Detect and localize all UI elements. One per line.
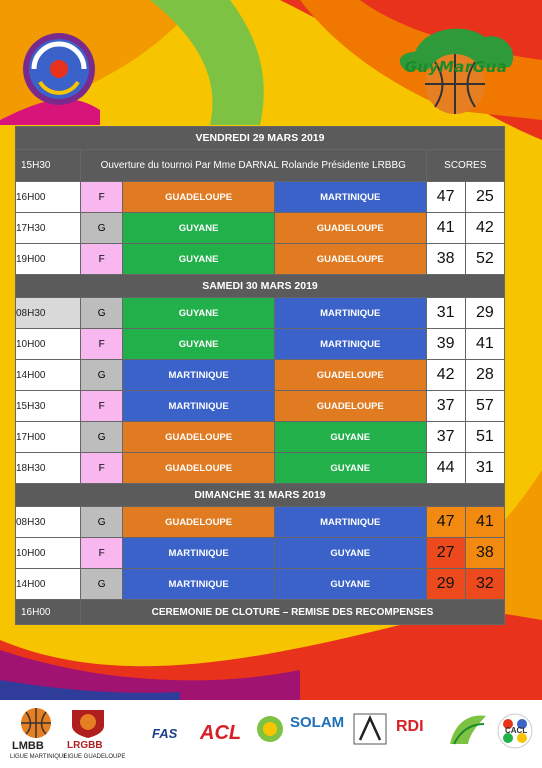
day-title: DIMANCHE 31 MARS 2019	[16, 484, 505, 507]
tournament-logo-icon	[20, 30, 98, 108]
match-time: 17H00	[16, 422, 81, 453]
opening-text: Ouverture du tournoi Par Mme DARNAL Rolande Présidente LRBBG	[80, 150, 426, 182]
match-group: G	[80, 360, 122, 391]
match-row	[16, 538, 505, 569]
boulangerie-logo-icon	[352, 712, 388, 746]
match-score-2: 52	[465, 244, 504, 275]
day-title: SAMEDI 30 MARS 2019	[16, 275, 505, 298]
match-team-1: GUYANE	[123, 329, 275, 360]
match-row	[16, 244, 505, 275]
match-score-2: 32	[465, 569, 504, 600]
match-score-1: 47	[426, 182, 465, 213]
match-score-1: 38	[426, 244, 465, 275]
match-group: F	[80, 244, 122, 275]
match-team-2: MARTINIQUE	[274, 507, 426, 538]
match-time: 14H00	[16, 569, 81, 600]
match-team-1: GUADELOUPE	[123, 507, 275, 538]
day-header-row	[16, 127, 505, 150]
match-score-2: 42	[465, 213, 504, 244]
match-score-1: 31	[426, 298, 465, 329]
match-score-1: 29	[426, 569, 465, 600]
match-score-2: 25	[465, 182, 504, 213]
match-team-2: GUYANE	[274, 569, 426, 600]
cacl-logo-text: CACL	[505, 726, 528, 735]
sponsor-bar	[0, 700, 542, 768]
match-team-1: GUYANE	[123, 298, 275, 329]
match-time: 08H30	[16, 507, 81, 538]
match-group: F	[80, 538, 122, 569]
opening-row	[16, 150, 505, 182]
match-group: G	[80, 569, 122, 600]
match-team-2: GUYANE	[274, 453, 426, 484]
schedule-table	[15, 126, 505, 625]
match-row	[16, 182, 505, 213]
match-team-1: GUYANE	[123, 244, 275, 275]
fas-logo-text: FAS	[152, 726, 178, 741]
match-row	[16, 213, 505, 244]
day-header-row	[16, 275, 505, 298]
match-row	[16, 391, 505, 422]
match-team-2: GUYANE	[274, 422, 426, 453]
match-team-1: GUADELOUPE	[123, 182, 275, 213]
lmbb-logo-text: LMBB	[12, 740, 44, 752]
match-team-1: MARTINIQUE	[123, 569, 275, 600]
match-team-1: GUYANE	[123, 213, 275, 244]
match-team-2: MARTINIQUE	[274, 329, 426, 360]
ceremony-time: 16H00	[16, 600, 81, 625]
match-time: 15H30	[16, 391, 81, 422]
day-title: VENDREDI 29 MARS 2019	[16, 127, 505, 150]
lrgbb-shield-icon	[68, 708, 108, 738]
match-score-2: 29	[465, 298, 504, 329]
match-team-1: GUADELOUPE	[123, 453, 275, 484]
match-team-2: GUADELOUPE	[274, 391, 426, 422]
match-time: 19H00	[16, 244, 81, 275]
match-time: 14H00	[16, 360, 81, 391]
match-team-2: GUYANE	[274, 538, 426, 569]
match-time: 10H00	[16, 329, 81, 360]
lrgbb-logo-text: LRGBB	[67, 740, 103, 751]
match-time: 17H30	[16, 213, 81, 244]
match-group: F	[80, 182, 122, 213]
match-team-2: GUADELOUPE	[274, 360, 426, 391]
match-score-1: 37	[426, 422, 465, 453]
match-team-2: GUADELOUPE	[274, 244, 426, 275]
match-score-2: 41	[465, 329, 504, 360]
day-header-row	[16, 484, 505, 507]
match-score-2: 31	[465, 453, 504, 484]
match-score-1: 37	[426, 391, 465, 422]
match-group: G	[80, 422, 122, 453]
acl-logo-text: ACL	[200, 722, 242, 744]
match-group: G	[80, 298, 122, 329]
match-team-1: MARTINIQUE	[123, 360, 275, 391]
match-time: 18H30	[16, 453, 81, 484]
ceremony-row	[16, 600, 505, 625]
lmbb-logo-subtext: LIGUE MARTINIQUE	[10, 754, 68, 760]
ceremony-text: CEREMONIE DE CLOTURE – REMISE DES RECOMPENSES	[80, 600, 504, 625]
match-row	[16, 422, 505, 453]
match-time: 10H00	[16, 538, 81, 569]
match-group: F	[80, 391, 122, 422]
ville-circle-icon	[255, 714, 285, 744]
opening-time: 15H30	[16, 150, 81, 182]
match-score-1: 27	[426, 538, 465, 569]
match-score-1: 41	[426, 213, 465, 244]
match-row	[16, 298, 505, 329]
basketball-icon	[18, 706, 54, 740]
match-row	[16, 329, 505, 360]
match-team-1: MARTINIQUE	[123, 391, 275, 422]
solam-logo-text: SOLAM	[290, 714, 345, 731]
match-team-2: MARTINIQUE	[274, 182, 426, 213]
match-score-1: 42	[426, 360, 465, 391]
match-score-2: 41	[465, 507, 504, 538]
match-score-2: 57	[465, 391, 504, 422]
match-row	[16, 453, 505, 484]
match-time: 08H30	[16, 298, 81, 329]
match-group: G	[80, 213, 122, 244]
match-score-1: 47	[426, 507, 465, 538]
match-row	[16, 360, 505, 391]
match-score-1: 39	[426, 329, 465, 360]
rdi-logo-text: RDI	[396, 718, 424, 735]
match-score-2: 28	[465, 360, 504, 391]
match-team-1: MARTINIQUE	[123, 538, 275, 569]
match-score-2: 38	[465, 538, 504, 569]
collectivite-guyane-icon	[444, 710, 492, 750]
scores-header: SCORES	[426, 150, 504, 182]
match-score-2: 51	[465, 422, 504, 453]
match-time: 16H00	[16, 182, 81, 213]
lrgbb-logo-subtext: LIGUE GUADELOUPE	[64, 754, 126, 760]
match-score-1: 44	[426, 453, 465, 484]
match-group: F	[80, 329, 122, 360]
guymargua-logo-text: GuyMarGua	[404, 58, 508, 76]
match-team-1: GUADELOUPE	[123, 422, 275, 453]
match-team-2: MARTINIQUE	[274, 298, 426, 329]
match-team-2: GUADELOUPE	[274, 213, 426, 244]
match-group: F	[80, 453, 122, 484]
match-row	[16, 507, 505, 538]
match-group: G	[80, 507, 122, 538]
match-row	[16, 569, 505, 600]
